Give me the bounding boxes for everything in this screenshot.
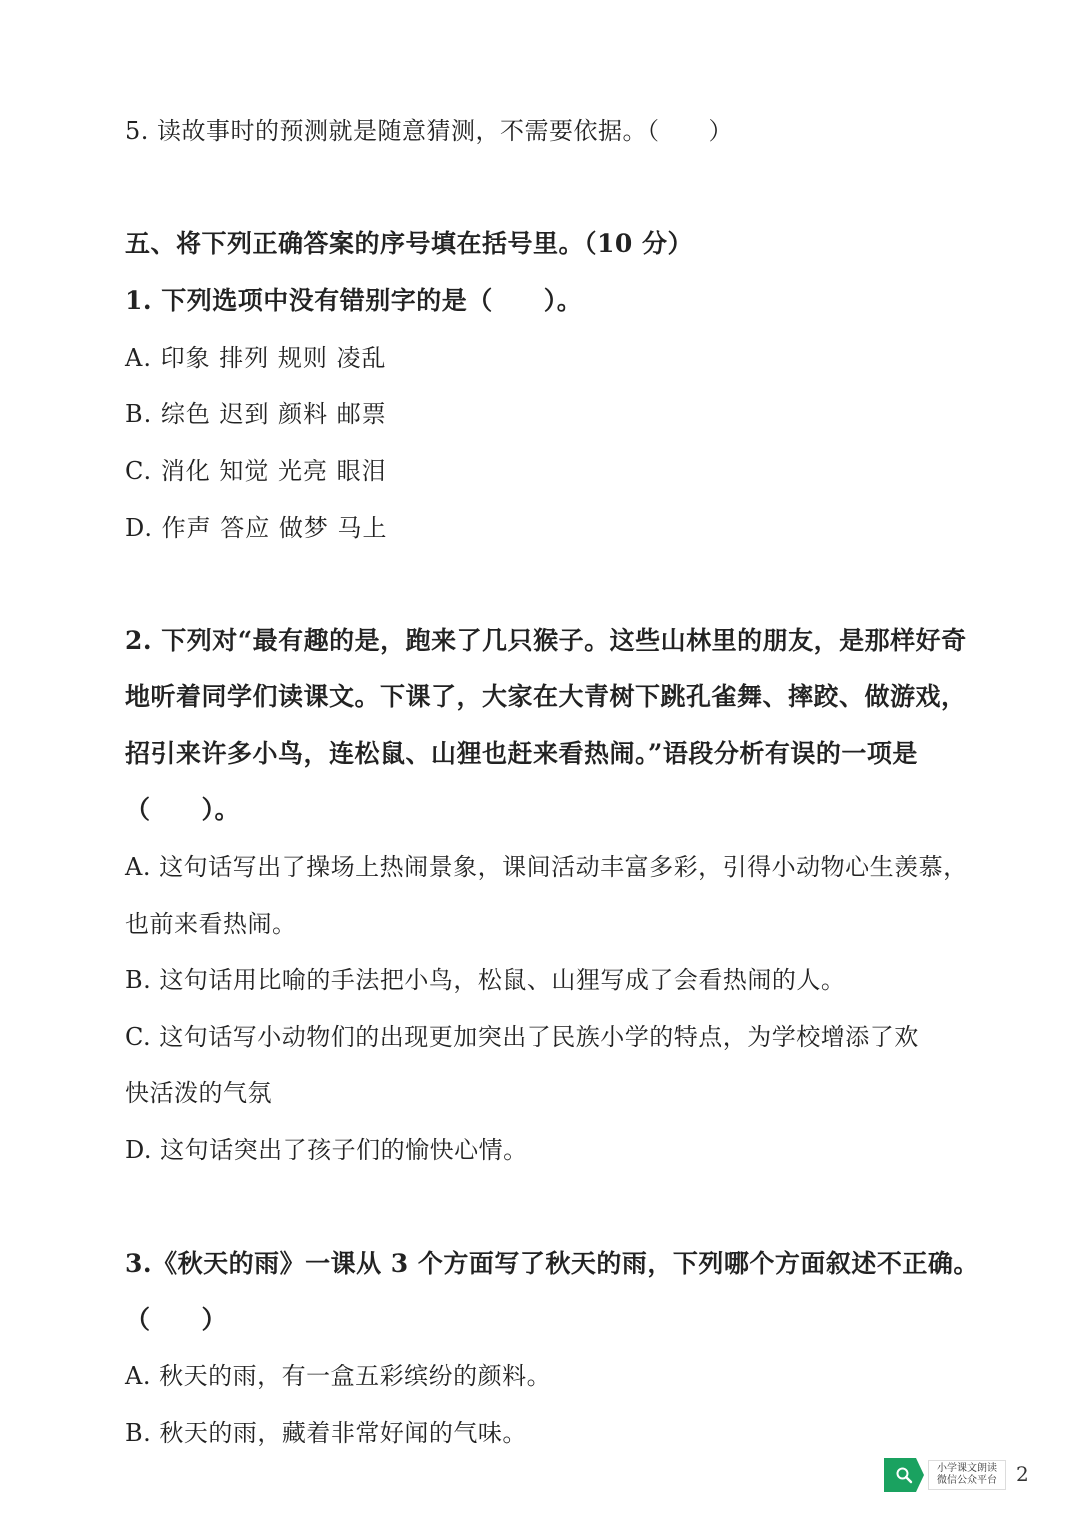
q1-option-d: D. 作声 答应 做梦 马上 [125,514,388,542]
q2-option-b: B. 这句话用比喻的手法把小鸟，松鼠、山狸写成了会看热闹的人。 [125,966,846,994]
search-icon [884,1458,924,1492]
q2-option-c-line-1: C. 这句话写小动物们的出现更加突出了民族小学的特点，为学校增添了欢 [125,1023,919,1051]
q2-stem-line-4: （ ）。 [125,795,241,824]
section-5-heading: 五、将下列正确答案的序号填在括号里。（10 分） [125,229,693,258]
q2-stem-line-1: 2. 下列对“最有趣的是，跑来了几只猴子。这些山林里的朋友，是那样好奇 [125,626,967,655]
q1-option-c: C. 消化 知觉 光亮 眼泪 [125,457,387,485]
q3-stem-line-1: 3.《秋天的雨》一课从 3 个方面写了秋天的雨，下列哪个方面叙述不正确。 [125,1249,979,1278]
page-number: 2 [1016,1462,1029,1486]
q2-option-a-line-2: 也前来看热闹。 [125,910,297,938]
badge-label [928,1460,1006,1490]
badge-line-1: 小学课文朗读 [937,1463,997,1474]
q2-stem-line-3: 招引来许多小鸟，连松鼠、山狸也赶来看热闹。”语段分析有误的一项是 [125,739,918,768]
q1-option-a: A. 印象 排列 规则 凌乱 [125,344,387,372]
badge-line-2: 微信公众平台 [937,1475,997,1486]
q2-option-a-line-1: A. 这句话写出了操场上热闹景象，课间活动丰富多彩，引得小动物心生羡慕， [125,853,968,881]
q5-text: 5. 读故事时的预测就是随意猜测，不需要依据。（ ） [125,117,734,145]
q1-option-b: B. 综色 迟到 颜料 邮票 [125,400,387,428]
q3-stem-line-2: （ ） [125,1305,228,1334]
q2-option-d: D. 这句话突出了孩子们的愉快心情。 [125,1136,528,1164]
wechat-account-badge[interactable] [884,1458,1006,1492]
q3-option-a: A. 秋天的雨，有一盒五彩缤纷的颜料。 [125,1362,552,1390]
q2-option-c-line-2: 快活泼的气氛 [125,1079,272,1107]
q2-stem-line-2: 地听着同学们读课文。下课了，大家在大青树下跳孔雀舞、摔跤、做游戏， [125,682,967,711]
q3-option-b: B. 秋天的雨，藏着非常好闻的气味。 [125,1419,527,1447]
q1-stem: 1. 下列选项中没有错别字的是（ ）。 [125,286,583,315]
